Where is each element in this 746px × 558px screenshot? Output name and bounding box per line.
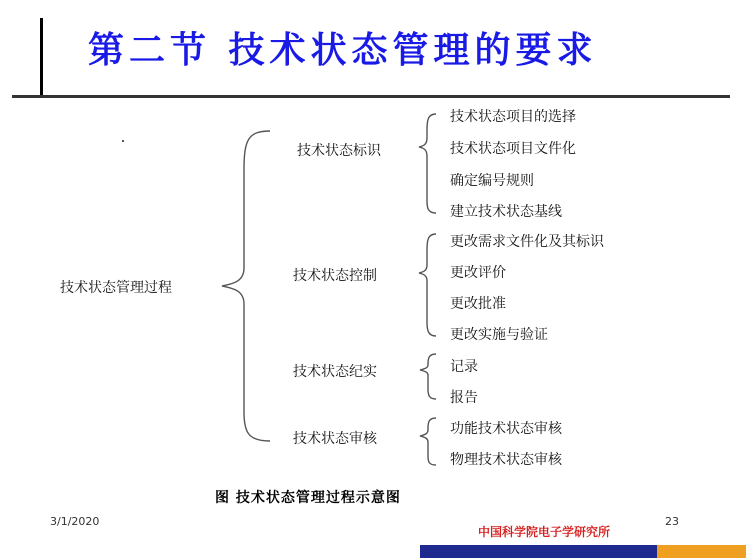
page-number: 23 (665, 515, 679, 528)
leaf-item: 更改批准 (450, 296, 506, 312)
group-label-accounting: 技术状态纪实 (293, 364, 377, 380)
leaf-item: 技术状态项目的选择 (450, 109, 576, 125)
footer-blue-bar (420, 545, 657, 558)
group-brace-1 (419, 114, 436, 213)
leaf-item: 确定编号规则 (450, 173, 534, 189)
figure-caption: 图 技术状态管理过程示意图 (215, 490, 401, 506)
group-brace-4 (420, 418, 436, 465)
leaf-item: 技术状态项目文件化 (450, 141, 576, 157)
leaf-item: 更改需求文件化及其标识 (450, 234, 604, 250)
leaf-item: 记录 (450, 359, 478, 375)
root-brace (222, 131, 270, 441)
group-label-identification: 技术状态标识 (297, 143, 381, 159)
slide-title: 第二节 技术状态管理的要求 (88, 29, 598, 71)
group-brace-3 (420, 354, 436, 399)
leaf-item: 物理技术状态审核 (450, 452, 562, 468)
organization-name: 中国科学院电子学研究所 (478, 525, 611, 539)
leaf-item: 建立技术状态基线 (450, 204, 562, 220)
root-node: 技术状态管理过程 (60, 280, 172, 296)
leaf-item: 报告 (450, 390, 478, 406)
footer-orange-bar (657, 545, 746, 558)
slide-date: 3/1/2020 (50, 515, 100, 528)
group-label-audit: 技术状态审核 (293, 431, 377, 447)
leaf-item: 功能技术状态审核 (450, 421, 562, 437)
group-brace-2 (419, 234, 436, 336)
leaf-item: 更改评价 (450, 265, 506, 281)
group-label-control: 技术状态控制 (293, 268, 377, 284)
leaf-item: 更改实施与验证 (450, 327, 548, 343)
